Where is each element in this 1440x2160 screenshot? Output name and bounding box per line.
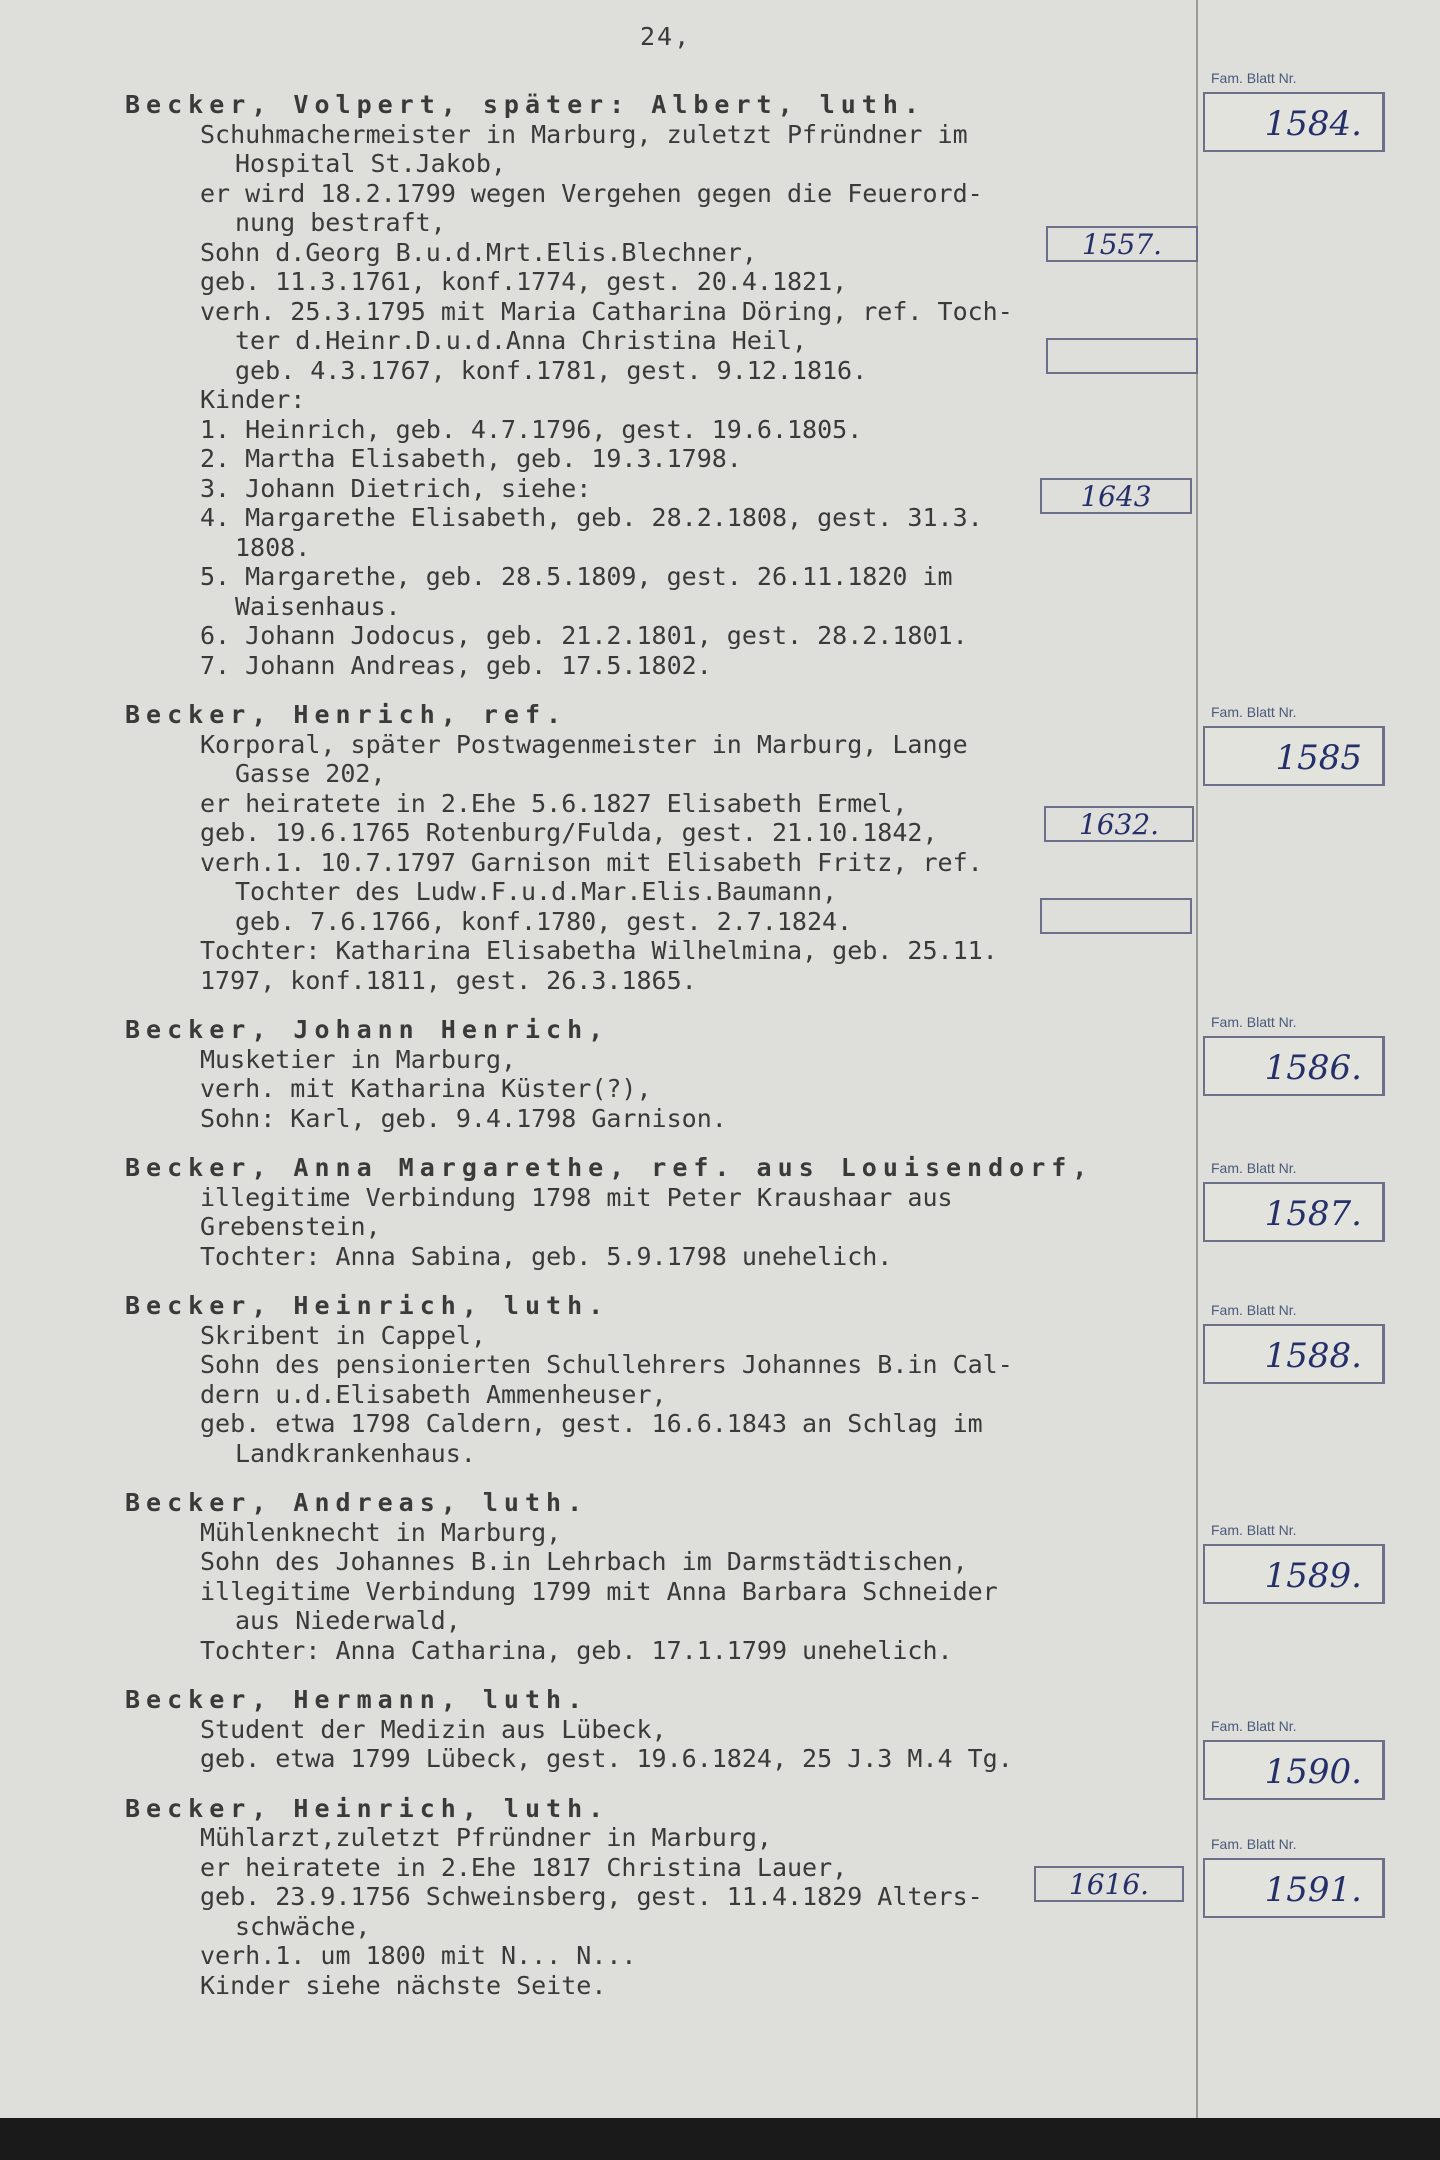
entry-line: geb. 23.9.1756 Schweinsberg, gest. 11.4.1829 Alters- — [200, 1882, 983, 1911]
entry-line: 6. Johann Jodocus, geb. 21.2.1801, gest. 28.2.1801. — [200, 621, 968, 650]
entry-line: illegitime Verbindung 1799 mit Anna Barbara Schneider — [200, 1576, 998, 1606]
family-entry — [125, 1685, 1195, 1774]
entry-line: Kinder siehe nächste Seite. — [200, 1970, 607, 2000]
entry-line: Grebenstein, — [200, 1212, 381, 1241]
entry-line: Sohn des pensionierten Schullehrers Johannes B.in Cal- — [200, 1350, 1013, 1379]
entry-line: 7. Johann Andreas, geb. 17.5.1802. — [200, 650, 712, 680]
entry-heading: Becker, Johann Henrich, — [125, 1015, 610, 1044]
entry-line: Sohn: Karl, geb. 9.4.1798 Garnison. — [200, 1103, 727, 1133]
entry-line: 2. Martha Elisabeth, geb. 19.3.1798. — [200, 444, 742, 473]
fam-blatt-label: Fam. Blatt Nr. — [1211, 1718, 1297, 1734]
entry-line: 3. Johann Dietrich, siehe: — [200, 473, 592, 503]
entry-line: 1. Heinrich, geb. 4.7.1796, gest. 19.6.1805. — [200, 414, 863, 444]
fam-blatt-number: 1590. — [1203, 1740, 1385, 1800]
entry-line: geb. etwa 1798 Caldern, gest. 16.6.1843 an Schlag im — [200, 1409, 983, 1438]
family-entry — [125, 700, 1195, 995]
entry-line: Sohn des Johannes B.in Lehrbach im Darmstädtischen, — [200, 1547, 968, 1576]
fam-blatt-label: Fam. Blatt Nr. — [1211, 1522, 1297, 1538]
fam-blatt-box — [1203, 70, 1385, 152]
entry-line: dern u.d.Elisabeth Ammenheuser, — [200, 1379, 667, 1409]
fam-blatt-box — [1203, 1302, 1385, 1384]
fam-blatt-box — [1203, 1160, 1385, 1242]
entry-line: Waisenhaus. — [235, 591, 401, 621]
entry-line: Tochter: Anna Catharina, geb. 17.1.1799 unehelich. — [200, 1635, 953, 1665]
entry-line: Gasse 202, — [235, 759, 386, 788]
entry-line: ter d.Heinr.D.u.d.Anna Christina Heil, — [235, 326, 807, 355]
entry-line: verh. 25.3.1795 mit Maria Catharina Döring, ref. Toch- — [200, 296, 1013, 326]
entry-line: geb. 11.3.1761, konf.1774, gest. 20.4.1821, — [200, 267, 848, 296]
fam-blatt-number: 1588. — [1203, 1324, 1385, 1384]
entry-line: er heiratete in 2.Ehe 1817 Christina Lauer, — [200, 1852, 848, 1882]
fam-blatt-label: Fam. Blatt Nr. — [1211, 1836, 1297, 1852]
entry-line: Skribent in Cappel, — [200, 1320, 486, 1350]
entry-line: verh.1. um 1800 mit N... N... — [200, 1941, 637, 1970]
entry-heading: Becker, Henrich, ref. — [125, 700, 568, 729]
cross-ref-box-empty — [1040, 898, 1192, 934]
entry-line: Mühlarzt,zuletzt Pfründner in Marburg, — [200, 1823, 772, 1852]
cross-ref-box-empty — [1046, 338, 1198, 374]
family-entry — [125, 90, 1195, 680]
entry-line: Korporal, später Postwagenmeister in Marburg, Lange — [200, 729, 968, 759]
entry-line: Hospital St.Jakob, — [235, 149, 506, 178]
entry-heading: Becker, Hermann, luth. — [125, 1685, 589, 1714]
cross-ref-box: 1632. — [1044, 806, 1194, 842]
entry-heading: Becker, Andreas, luth. — [125, 1488, 589, 1517]
fam-blatt-label: Fam. Blatt Nr. — [1211, 704, 1297, 720]
entry-line: Tochter: Anna Sabina, geb. 5.9.1798 unehelich. — [200, 1241, 893, 1271]
entry-line: geb. 7.6.1766, konf.1780, gest. 2.7.1824. — [235, 906, 853, 936]
entry-line: 4. Margarethe Elisabeth, geb. 28.2.1808, gest. 31.3. — [200, 503, 983, 532]
entry-line: verh.1. 10.7.1797 Garnison mit Elisabeth Fritz, ref. — [200, 847, 983, 877]
entry-line: 1797, konf.1811, gest. 26.3.1865. — [200, 965, 697, 995]
family-entry — [125, 1015, 1195, 1133]
entry-line: er heiratete in 2.Ehe 5.6.1827 Elisabeth Ermel, — [200, 788, 908, 818]
family-entry — [125, 1488, 1195, 1665]
entry-line: geb. 19.6.1765 Rotenburg/Fulda, gest. 21.10.1842, — [200, 818, 938, 847]
fam-blatt-box — [1203, 1718, 1385, 1800]
entry-heading: Becker, Heinrich, luth. — [125, 1291, 610, 1320]
entry-line: Landkrankenhaus. — [235, 1438, 476, 1468]
entry-heading: Becker, Anna Margarethe, ref. aus Louisendorf, — [125, 1153, 1094, 1182]
fam-blatt-box — [1203, 704, 1385, 786]
entry-heading: Becker, Heinrich, luth. — [125, 1793, 610, 1823]
entry-line: Sohn d.Georg B.u.d.Mrt.Elis.Blechner, — [200, 237, 757, 267]
fam-blatt-number: 1587. — [1203, 1182, 1385, 1242]
fam-blatt-number: 1591. — [1203, 1858, 1385, 1918]
fam-blatt-box — [1203, 1014, 1385, 1096]
entry-line: geb. 4.3.1767, konf.1781, gest. 9.12.1816. — [235, 355, 868, 385]
fam-blatt-number: 1584. — [1203, 92, 1385, 152]
fam-blatt-box — [1203, 1836, 1385, 1918]
entry-line: Musketier in Marburg, — [200, 1044, 517, 1074]
entry-line: 5. Margarethe, geb. 28.5.1809, gest. 26.11.1820 im — [200, 562, 953, 591]
entry-line: Student der Medizin aus Lübeck, — [200, 1714, 667, 1744]
scan-bottom-edge — [0, 2118, 1440, 2160]
margin-divider — [1196, 0, 1198, 2118]
entry-line: illegitime Verbindung 1798 mit Peter Kraushaar aus — [200, 1182, 953, 1212]
entry-line: Tochter: Katharina Elisabetha Wilhelmina, geb. 25.11. — [200, 936, 998, 965]
fam-blatt-label: Fam. Blatt Nr. — [1211, 1302, 1297, 1318]
fam-blatt-box — [1203, 1522, 1385, 1604]
entry-line: Kinder: — [200, 385, 306, 414]
entry-line: geb. etwa 1799 Lübeck, gest. 19.6.1824, 25 J.3 M.4 Tg. — [200, 1744, 1013, 1773]
page-number: 24, — [640, 22, 692, 51]
entry-line: er wird 18.2.1799 wegen Vergehen gegen die Feuerord- — [200, 178, 983, 208]
fam-blatt-number: 1589. — [1203, 1544, 1385, 1604]
fam-blatt-number: 1586. — [1203, 1036, 1385, 1096]
fam-blatt-label: Fam. Blatt Nr. — [1211, 70, 1297, 86]
entry-line: schwäche, — [235, 1911, 371, 1941]
entry-line: verh. mit Katharina Küster(?), — [200, 1074, 652, 1103]
entry-line: aus Niederwald, — [235, 1606, 461, 1635]
entry-list — [125, 90, 1195, 2020]
entry-line: Schuhmachermeister in Marburg, zuletzt Pfründner im — [200, 119, 968, 149]
entry-line: Mühlenknecht in Marburg, — [200, 1517, 562, 1547]
cross-ref-box: 1616. — [1034, 1866, 1184, 1902]
cross-ref-box: 1557. — [1046, 226, 1198, 262]
fam-blatt-number: 1585 — [1203, 726, 1385, 786]
entry-line: nung bestraft, — [235, 208, 446, 237]
family-entry — [125, 1291, 1195, 1468]
entry-line: Tochter des Ludw.F.u.d.Mar.Elis.Baumann, — [235, 877, 838, 906]
fam-blatt-label: Fam. Blatt Nr. — [1211, 1014, 1297, 1030]
cross-ref-box: 1643 — [1040, 478, 1192, 514]
family-entry — [125, 1153, 1195, 1271]
entry-heading: Becker, Volpert, später: Albert, luth. — [125, 90, 925, 119]
fam-blatt-label: Fam. Blatt Nr. — [1211, 1160, 1297, 1176]
entry-line: 1808. — [235, 532, 311, 562]
